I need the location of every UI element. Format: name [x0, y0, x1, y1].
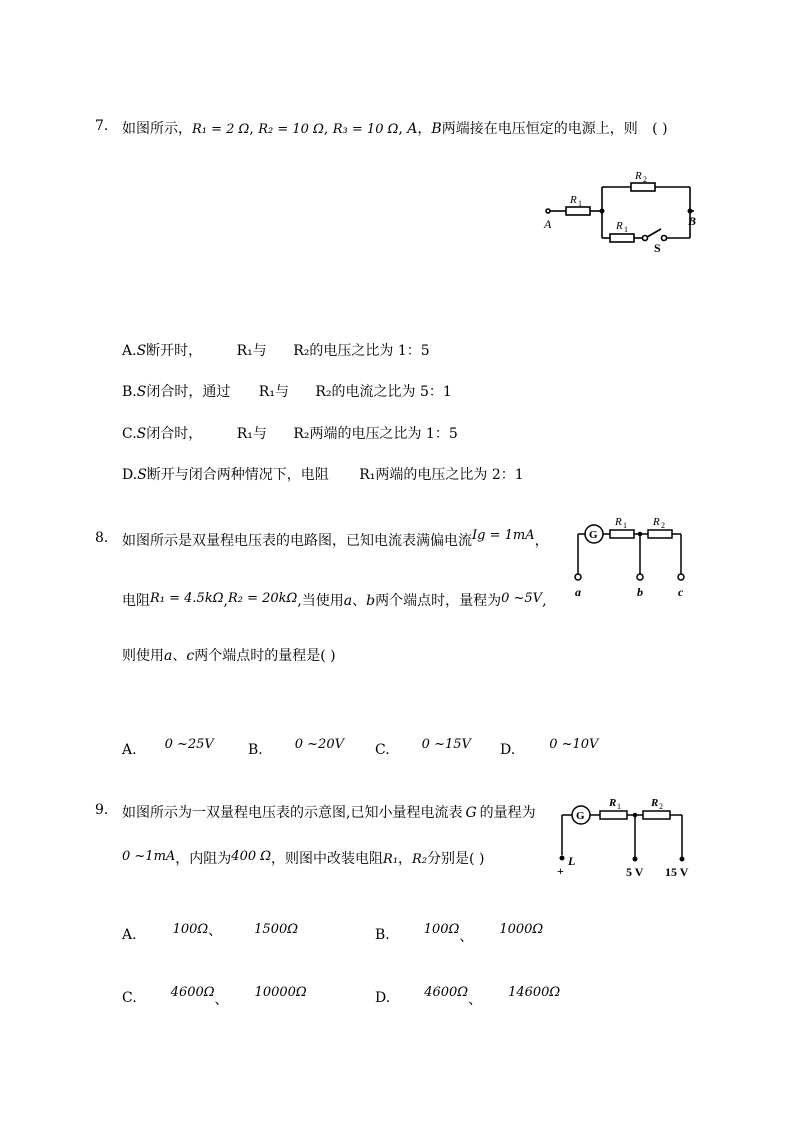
- option-text: R₂两端的电压之比为 1：5: [293, 426, 458, 442]
- label-r1: R: [609, 797, 617, 809]
- option-value: 0 ~25V: [164, 737, 214, 752]
- terminal-c: c: [678, 585, 684, 599]
- option-text: R₁与: [258, 384, 289, 400]
- option-text: R₁与: [236, 343, 267, 359]
- q8-stem-line1: [122, 530, 549, 550]
- q8-text: 两个端点时的量程是( ): [194, 648, 336, 664]
- q8-terminal-a: a: [343, 593, 353, 609]
- q9-text: 如图所示为一双量程电压表的示意图,已知小量程电流表: [122, 805, 463, 821]
- label-sub: 1: [624, 225, 628, 234]
- q9-text: ，: [398, 851, 413, 867]
- q7-intro: 如图所示，: [122, 121, 192, 137]
- label-sub: 1: [617, 802, 621, 811]
- label-r2: R: [635, 170, 642, 182]
- q9-stem-line1: [122, 802, 536, 822]
- terminal-15v: 15 V: [665, 865, 689, 879]
- q7-sep: ,: [249, 121, 254, 137]
- option-text: 断开时，: [146, 343, 203, 359]
- option-value: 100Ω: [172, 922, 209, 937]
- option-text: R₂的电流之比为 5：1: [315, 384, 452, 400]
- q8-ig: Ig = 1mA: [472, 528, 535, 543]
- label-sub: 2: [659, 802, 663, 811]
- q9-option-a[interactable]: [122, 924, 298, 944]
- q8-text: 电阻: [122, 593, 150, 609]
- terminal-dot: [560, 856, 565, 861]
- q9-number: 9.: [95, 802, 109, 818]
- q7-point-b: B: [431, 121, 442, 137]
- option-value: 0 ~10V: [549, 737, 599, 752]
- option-text: 闭合时，通过: [146, 384, 231, 400]
- label-sub: 2: [661, 521, 665, 530]
- option-value: 10000Ω: [254, 985, 307, 1000]
- terminal-dot: [680, 857, 685, 862]
- label-r2: R: [651, 797, 659, 809]
- option-text: R₁与: [236, 426, 267, 442]
- q8-text: ,: [223, 593, 228, 609]
- option-value: 100Ω: [423, 922, 460, 937]
- q9-text: ，则图中改装电阻: [271, 851, 384, 867]
- option-value: 0 ~15V: [421, 737, 471, 752]
- galvanometer-label: G: [589, 529, 598, 541]
- q8-option-d[interactable]: [500, 737, 599, 758]
- label-sub: 2: [643, 175, 647, 184]
- label-switch: S: [654, 241, 661, 255]
- q7-circuit-diagram: [538, 165, 708, 257]
- q9-r2: R₂: [412, 852, 428, 867]
- option-text: R₁两端的电压之比为 2：1: [359, 467, 524, 483]
- q9-g: G: [465, 805, 477, 821]
- label-a: A: [544, 217, 552, 231]
- option-sep: 、: [208, 923, 223, 939]
- q9-text: 的量程为: [479, 805, 536, 821]
- option-label: A.: [122, 742, 137, 758]
- option-text: R₂的电压之比为 1：5: [293, 343, 430, 359]
- q9-stem-line2: [122, 848, 484, 868]
- q8-text: ,当使用: [297, 593, 344, 609]
- option-text: 闭合时，: [146, 426, 203, 442]
- option-sep: 、: [468, 992, 483, 1008]
- q8-text: 、: [352, 593, 367, 609]
- junction-dot: [633, 813, 638, 818]
- terminal-a: a: [575, 585, 581, 599]
- option-label: D.: [500, 742, 516, 758]
- q7-stem: [122, 118, 668, 138]
- q8-stem-line3: [122, 645, 336, 665]
- option-value: 0 ~20V: [294, 737, 344, 752]
- option-value: 1000Ω: [499, 922, 544, 937]
- q8-terminal-b: b: [366, 593, 376, 609]
- option-label: C.: [122, 426, 137, 442]
- option-label: B.: [248, 742, 263, 758]
- q7-point-a: A: [407, 121, 418, 137]
- q7-option-d[interactable]: [122, 464, 524, 484]
- switch-s: S: [136, 343, 147, 359]
- q7-option-c[interactable]: [122, 423, 458, 443]
- label-b: B: [688, 214, 697, 228]
- q7-number: 7.: [95, 118, 109, 134]
- option-value: 4600Ω: [424, 985, 469, 1000]
- q9-option-b[interactable]: [375, 924, 543, 944]
- label-r1: R: [615, 516, 622, 528]
- q9-text: 分别是( ): [427, 851, 485, 867]
- q8-option-b[interactable]: [248, 737, 344, 758]
- option-label: A.: [122, 927, 137, 943]
- q7-option-b[interactable]: [122, 381, 452, 401]
- option-label: A.: [122, 343, 137, 359]
- label-r1: R: [570, 194, 577, 206]
- q8-text: 、: [172, 648, 187, 664]
- q8-stem-line2: [122, 590, 547, 610]
- junction-dot: [638, 532, 643, 537]
- q8-text: 如图所示是双量程电压表的电路图，已知电流表满偏电流: [122, 533, 472, 549]
- option-value: 14600Ω: [508, 985, 561, 1000]
- option-text: 断开与闭合两种情况下，电阻: [146, 467, 329, 483]
- q9-circuit-diagram: [552, 795, 702, 883]
- option-value: 4600Ω: [170, 985, 215, 1000]
- option-value: 1500Ω: [254, 922, 299, 937]
- q9-option-d[interactable]: [375, 987, 560, 1007]
- q8-text: ，: [534, 533, 549, 549]
- q8-range: 0 ~5V: [501, 591, 543, 606]
- option-label: D.: [122, 467, 138, 483]
- junction-dot: [600, 209, 605, 214]
- switch-s: S: [136, 384, 147, 400]
- option-label: B.: [122, 384, 137, 400]
- q7-sep: ,: [398, 121, 403, 137]
- q9-range: 0 ~1mA: [122, 849, 176, 864]
- terminal-b: b: [637, 585, 643, 599]
- q7-tail: 两端接在电压恒定的电源上，则: [441, 121, 638, 137]
- galvanometer-label: G: [576, 810, 585, 822]
- q9-text: ，内阻为: [175, 851, 232, 867]
- q8-r2: R₂ = 20kΩ: [227, 591, 298, 606]
- switch-s: S: [136, 426, 147, 442]
- q8-circuit-diagram: [568, 512, 698, 600]
- q7-option-a[interactable]: [122, 340, 430, 360]
- q8-number: 8.: [95, 530, 109, 546]
- label-sub: 1: [623, 521, 627, 530]
- plus-sign: +: [557, 864, 564, 878]
- option-label: B.: [375, 927, 390, 943]
- q7-r1: R₁ = 2 Ω: [192, 122, 250, 137]
- option-label: C.: [375, 742, 390, 758]
- q7-r2: R₂ = 10 Ω: [258, 122, 324, 137]
- option-label: C.: [122, 990, 137, 1006]
- q8-option-a[interactable]: [122, 737, 214, 758]
- q8-text: 两个端点时，量程为: [375, 593, 502, 609]
- q9-r1: R₁: [383, 852, 399, 867]
- q9-r: 400 Ω: [231, 849, 272, 864]
- q7-r3: R₃ = 10 Ω: [332, 122, 399, 137]
- q8-terminal-c: c: [186, 648, 195, 664]
- option-sep: 、: [459, 929, 474, 945]
- junction-dot: [688, 209, 693, 214]
- label-sub: 1: [578, 199, 582, 208]
- q9-option-c[interactable]: [122, 987, 307, 1007]
- q8-r1: R₁ = 4.5kΩ: [150, 591, 224, 606]
- terminal-l: L: [568, 854, 576, 868]
- q8-text: ,: [542, 593, 547, 609]
- q7-sep: ,: [323, 121, 329, 137]
- label-r1-lower: R: [616, 220, 623, 232]
- q7-sep: ，: [417, 121, 432, 137]
- q8-text: 则使用: [122, 648, 164, 664]
- q7-answer-paren: ( ): [652, 121, 668, 137]
- q8-option-c[interactable]: [375, 737, 471, 758]
- q8-terminal-a: a: [164, 648, 173, 664]
- label-r2: R: [653, 516, 660, 528]
- option-sep: 、: [214, 992, 229, 1008]
- terminal-5v: 5 V: [626, 865, 644, 879]
- option-label: D.: [375, 990, 391, 1006]
- switch-s: S: [137, 467, 147, 483]
- terminal-dot: [633, 857, 638, 862]
